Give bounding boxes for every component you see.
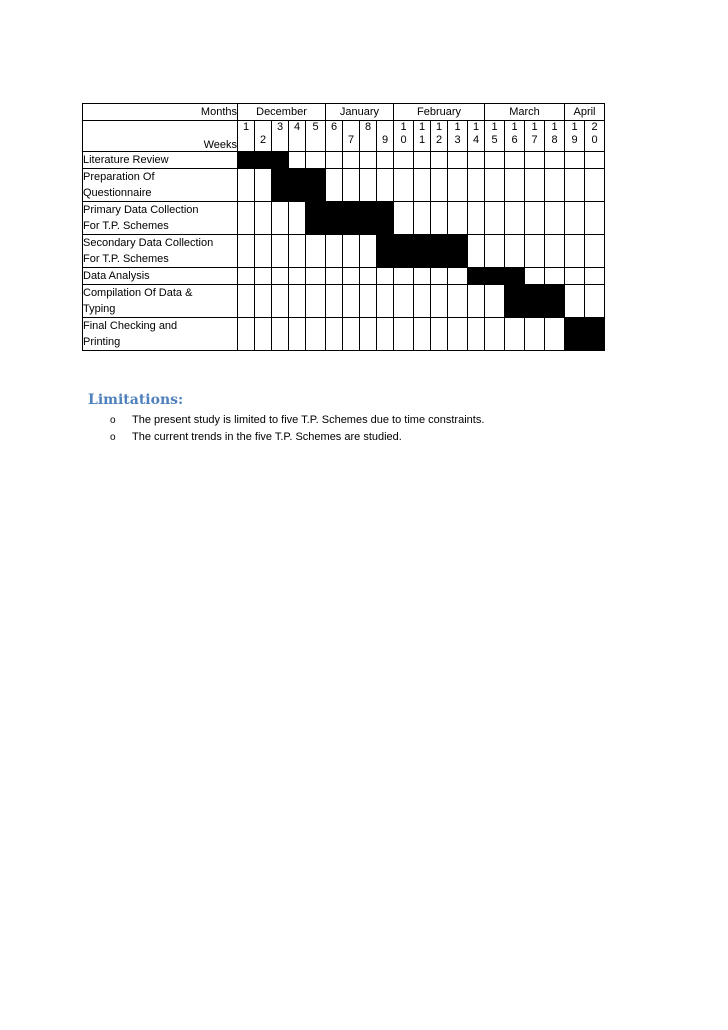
gantt-bar-cell: [289, 169, 306, 202]
gantt-empty-cell: [289, 152, 306, 169]
gantt-empty-cell: [360, 235, 377, 268]
week-number-bottom: 9: [571, 134, 578, 146]
gantt-table: [82, 103, 605, 351]
week-number-bottom: 1: [418, 134, 426, 146]
task-label: [83, 235, 238, 268]
gantt-empty-cell: [255, 202, 272, 235]
gantt-empty-cell: [306, 318, 326, 351]
task-row: [83, 152, 605, 169]
gantt-empty-cell: [505, 318, 525, 351]
gantt-empty-cell: [565, 235, 585, 268]
week-number-top: 1: [435, 121, 443, 133]
task-label: [83, 152, 238, 169]
week-number-bottom: [238, 134, 254, 147]
gantt-empty-cell: [545, 202, 565, 235]
gantt-empty-cell: [468, 235, 485, 268]
months-label: Months: [83, 104, 238, 121]
week-number-top: [343, 121, 359, 134]
gantt-chart: [82, 103, 605, 351]
gantt-empty-cell: [431, 268, 448, 285]
gantt-empty-cell: [289, 285, 306, 318]
gantt-empty-cell: [565, 169, 585, 202]
gantt-empty-cell: [255, 235, 272, 268]
task-row: [83, 318, 605, 351]
gantt-bar-cell: [272, 152, 289, 169]
month-header: February: [394, 104, 485, 121]
gantt-empty-cell: [238, 235, 255, 268]
week-number-top: 1: [418, 121, 426, 133]
gantt-empty-cell: [505, 235, 525, 268]
gantt-empty-cell: [565, 202, 585, 235]
gantt-empty-cell: [326, 285, 343, 318]
gantt-empty-cell: [377, 318, 394, 351]
week-number-top: 1: [531, 121, 538, 133]
gantt-empty-cell: [525, 268, 545, 285]
gantt-bar-cell: [306, 202, 326, 235]
week-number-top: 6: [330, 121, 338, 133]
gantt-empty-cell: [377, 152, 394, 169]
gantt-empty-cell: [414, 318, 431, 351]
week-number: [485, 121, 505, 152]
task-label-line: Preparation Of: [83, 171, 155, 183]
gantt-empty-cell: [505, 152, 525, 169]
gantt-empty-cell: [289, 268, 306, 285]
week-number: [326, 121, 343, 152]
gantt-empty-cell: [343, 318, 360, 351]
gantt-bar-cell: [377, 202, 394, 235]
gantt-empty-cell: [255, 318, 272, 351]
week-number: [414, 121, 431, 152]
gantt-empty-cell: [431, 318, 448, 351]
gantt-bar-cell: [505, 285, 525, 318]
week-number-top: [377, 121, 393, 134]
gantt-empty-cell: [238, 202, 255, 235]
gantt-bar-cell: [525, 285, 545, 318]
week-number-top: 1: [491, 121, 498, 133]
gantt-empty-cell: [238, 268, 255, 285]
gantt-empty-cell: [238, 285, 255, 318]
gantt-bar-cell: [306, 169, 326, 202]
gantt-empty-cell: [377, 268, 394, 285]
gantt-empty-cell: [326, 318, 343, 351]
week-number-top: 5: [312, 121, 319, 133]
gantt-empty-cell: [289, 202, 306, 235]
task-label: [83, 202, 238, 235]
week-number-bottom: 0: [400, 134, 407, 146]
week-number-top: 1: [400, 121, 407, 133]
gantt-empty-cell: [485, 152, 505, 169]
gantt-empty-cell: [360, 152, 377, 169]
limitation-text: The current trends in the five T.P. Schemes are studied.: [132, 431, 402, 443]
gantt-bar-cell: [414, 235, 431, 268]
gantt-bar-cell: [565, 318, 585, 351]
gantt-empty-cell: [431, 169, 448, 202]
week-number-bottom: [289, 134, 305, 147]
gantt-empty-cell: [485, 235, 505, 268]
gantt-empty-cell: [468, 202, 485, 235]
task-row: [83, 169, 605, 202]
task-label-line: Final Checking and: [83, 320, 178, 332]
week-number: [565, 121, 585, 152]
gantt-empty-cell: [448, 202, 468, 235]
bullet-icon: o: [110, 415, 116, 426]
limitations-heading: Limitations:: [88, 392, 184, 408]
gantt-empty-cell: [525, 152, 545, 169]
task-label: [83, 318, 238, 351]
gantt-empty-cell: [468, 169, 485, 202]
week-number: [468, 121, 485, 152]
task-label-line: Literature Review: [83, 154, 169, 166]
week-number-bottom: [306, 134, 325, 147]
weeks-label: Weeks: [83, 121, 238, 152]
week-number-bottom: 6: [511, 134, 518, 146]
gantt-empty-cell: [326, 268, 343, 285]
gantt-empty-cell: [255, 169, 272, 202]
task-row: [83, 285, 605, 318]
gantt-empty-cell: [360, 318, 377, 351]
gantt-bar-cell: [360, 202, 377, 235]
week-number-bottom: 4: [472, 134, 480, 146]
gantt-empty-cell: [468, 152, 485, 169]
gantt-bar-cell: [272, 169, 289, 202]
week-number: [255, 121, 272, 152]
week-number: [343, 121, 360, 152]
gantt-empty-cell: [485, 285, 505, 318]
gantt-empty-cell: [431, 202, 448, 235]
week-number-bottom: 7: [347, 134, 355, 146]
week-number-bottom: [272, 134, 288, 147]
gantt-empty-cell: [565, 268, 585, 285]
gantt-empty-cell: [448, 318, 468, 351]
gantt-empty-cell: [272, 202, 289, 235]
week-number-top: 4: [293, 121, 301, 133]
week-number: [505, 121, 525, 152]
gantt-empty-cell: [414, 152, 431, 169]
gantt-bar-cell: [545, 285, 565, 318]
gantt-empty-cell: [394, 202, 414, 235]
week-number-top: 1: [472, 121, 480, 133]
week-number-bottom: 0: [591, 134, 598, 146]
week-number-top: 1: [571, 121, 578, 133]
gantt-empty-cell: [448, 169, 468, 202]
gantt-empty-cell: [326, 169, 343, 202]
week-number-top: 2: [591, 121, 598, 133]
week-number-bottom: 3: [454, 134, 461, 146]
gantt-empty-cell: [360, 268, 377, 285]
gantt-empty-cell: [255, 268, 272, 285]
months-header-row: [83, 104, 605, 121]
gantt-empty-cell: [238, 169, 255, 202]
weeks-header-row: [83, 121, 605, 152]
gantt-empty-cell: [272, 268, 289, 285]
task-label-line: For T.P. Schemes: [83, 220, 169, 232]
limitations-list: [110, 412, 484, 446]
gantt-empty-cell: [585, 285, 605, 318]
gantt-bar-cell: [343, 202, 360, 235]
gantt-bar-cell: [585, 318, 605, 351]
gantt-bar-cell: [431, 235, 448, 268]
task-label-line: Typing: [83, 303, 116, 315]
gantt-empty-cell: [545, 152, 565, 169]
week-number-top: 1: [551, 121, 558, 133]
gantt-empty-cell: [394, 318, 414, 351]
task-row: [83, 235, 605, 268]
gantt-empty-cell: [545, 268, 565, 285]
month-header: December: [238, 104, 326, 121]
gantt-bar-cell: [326, 202, 343, 235]
gantt-empty-cell: [485, 169, 505, 202]
week-number-bottom: 7: [531, 134, 538, 146]
task-label-line: Questionnaire: [83, 187, 152, 199]
week-number-bottom: [326, 134, 342, 147]
gantt-empty-cell: [360, 169, 377, 202]
task-label-line: Secondary Data Collection: [83, 237, 214, 249]
gantt-empty-cell: [505, 169, 525, 202]
week-number-top: 3: [276, 121, 284, 133]
gantt-empty-cell: [289, 235, 306, 268]
gantt-empty-cell: [414, 169, 431, 202]
gantt-empty-cell: [468, 318, 485, 351]
gantt-empty-cell: [272, 318, 289, 351]
week-number-top: 1: [511, 121, 518, 133]
gantt-empty-cell: [448, 268, 468, 285]
week-number: [525, 121, 545, 152]
gantt-empty-cell: [360, 285, 377, 318]
gantt-empty-cell: [545, 235, 565, 268]
week-number-bottom: [360, 134, 376, 147]
gantt-empty-cell: [585, 152, 605, 169]
gantt-empty-cell: [255, 285, 272, 318]
gantt-empty-cell: [414, 285, 431, 318]
gantt-empty-cell: [485, 318, 505, 351]
month-header: January: [326, 104, 394, 121]
gantt-empty-cell: [525, 202, 545, 235]
gantt-empty-cell: [525, 169, 545, 202]
task-label: [83, 268, 238, 285]
week-number-top: 1: [454, 121, 461, 133]
gantt-bar-cell: [255, 152, 272, 169]
gantt-empty-cell: [343, 285, 360, 318]
week-number: [585, 121, 605, 152]
month-header: March: [485, 104, 565, 121]
gantt-empty-cell: [431, 152, 448, 169]
gantt-empty-cell: [585, 235, 605, 268]
month-header: April: [565, 104, 605, 121]
week-number: [360, 121, 377, 152]
week-number-bottom: 8: [551, 134, 558, 146]
gantt-empty-cell: [343, 268, 360, 285]
gantt-empty-cell: [414, 268, 431, 285]
gantt-empty-cell: [545, 318, 565, 351]
week-number: [306, 121, 326, 152]
gantt-empty-cell: [343, 152, 360, 169]
gantt-empty-cell: [394, 152, 414, 169]
gantt-empty-cell: [343, 235, 360, 268]
week-number: [431, 121, 448, 152]
gantt-bar-cell: [238, 152, 255, 169]
gantt-empty-cell: [343, 169, 360, 202]
task-label-line: Data Analysis: [83, 270, 150, 282]
week-number: [272, 121, 289, 152]
gantt-empty-cell: [306, 235, 326, 268]
task-row: [83, 268, 605, 285]
gantt-empty-cell: [306, 152, 326, 169]
week-number: [289, 121, 306, 152]
gantt-empty-cell: [585, 169, 605, 202]
task-label-line: Printing: [83, 336, 121, 348]
gantt-empty-cell: [585, 268, 605, 285]
gantt-empty-cell: [394, 268, 414, 285]
task-label: [83, 285, 238, 318]
gantt-empty-cell: [525, 235, 545, 268]
gantt-empty-cell: [414, 202, 431, 235]
week-number: [238, 121, 255, 152]
week-number-bottom: 2: [435, 134, 443, 146]
week-number: [545, 121, 565, 152]
week-number-bottom: 2: [259, 134, 267, 146]
gantt-empty-cell: [394, 169, 414, 202]
week-number: [377, 121, 394, 152]
gantt-empty-cell: [448, 285, 468, 318]
gantt-empty-cell: [431, 285, 448, 318]
gantt-empty-cell: [377, 285, 394, 318]
gantt-bar-cell: [448, 235, 468, 268]
task-label-line: Compilation Of Data &: [83, 287, 193, 299]
gantt-empty-cell: [485, 202, 505, 235]
gantt-empty-cell: [326, 235, 343, 268]
task-label: [83, 169, 238, 202]
gantt-bar-cell: [377, 235, 394, 268]
gantt-empty-cell: [545, 169, 565, 202]
gantt-empty-cell: [585, 202, 605, 235]
week-number-top: 1: [242, 121, 250, 133]
limitation-text: The present study is limited to five T.P. Schemes due to time constraints.: [132, 414, 485, 426]
gantt-empty-cell: [468, 285, 485, 318]
week-number-top: [255, 121, 271, 134]
gantt-bar-cell: [485, 268, 505, 285]
gantt-empty-cell: [272, 235, 289, 268]
gantt-empty-cell: [289, 318, 306, 351]
gantt-empty-cell: [394, 285, 414, 318]
gantt-empty-cell: [306, 285, 326, 318]
gantt-empty-cell: [565, 152, 585, 169]
gantt-empty-cell: [272, 285, 289, 318]
gantt-empty-cell: [377, 169, 394, 202]
gantt-bar-cell: [394, 235, 414, 268]
week-number-bottom: 9: [381, 134, 389, 146]
week-number-top: 8: [364, 121, 372, 133]
task-label-line: Primary Data Collection: [83, 204, 199, 216]
limitation-item: [110, 412, 484, 429]
week-number: [394, 121, 414, 152]
task-label-line: For T.P. Schemes: [83, 253, 169, 265]
bullet-icon: o: [110, 432, 116, 443]
gantt-bar-cell: [505, 268, 525, 285]
gantt-bar-cell: [468, 268, 485, 285]
gantt-empty-cell: [326, 152, 343, 169]
gantt-empty-cell: [565, 285, 585, 318]
week-number: [448, 121, 468, 152]
gantt-empty-cell: [505, 202, 525, 235]
limitation-item: [110, 429, 484, 446]
week-number-bottom: 5: [491, 134, 498, 146]
gantt-empty-cell: [306, 268, 326, 285]
gantt-empty-cell: [448, 152, 468, 169]
gantt-empty-cell: [238, 318, 255, 351]
task-row: [83, 202, 605, 235]
gantt-empty-cell: [525, 318, 545, 351]
